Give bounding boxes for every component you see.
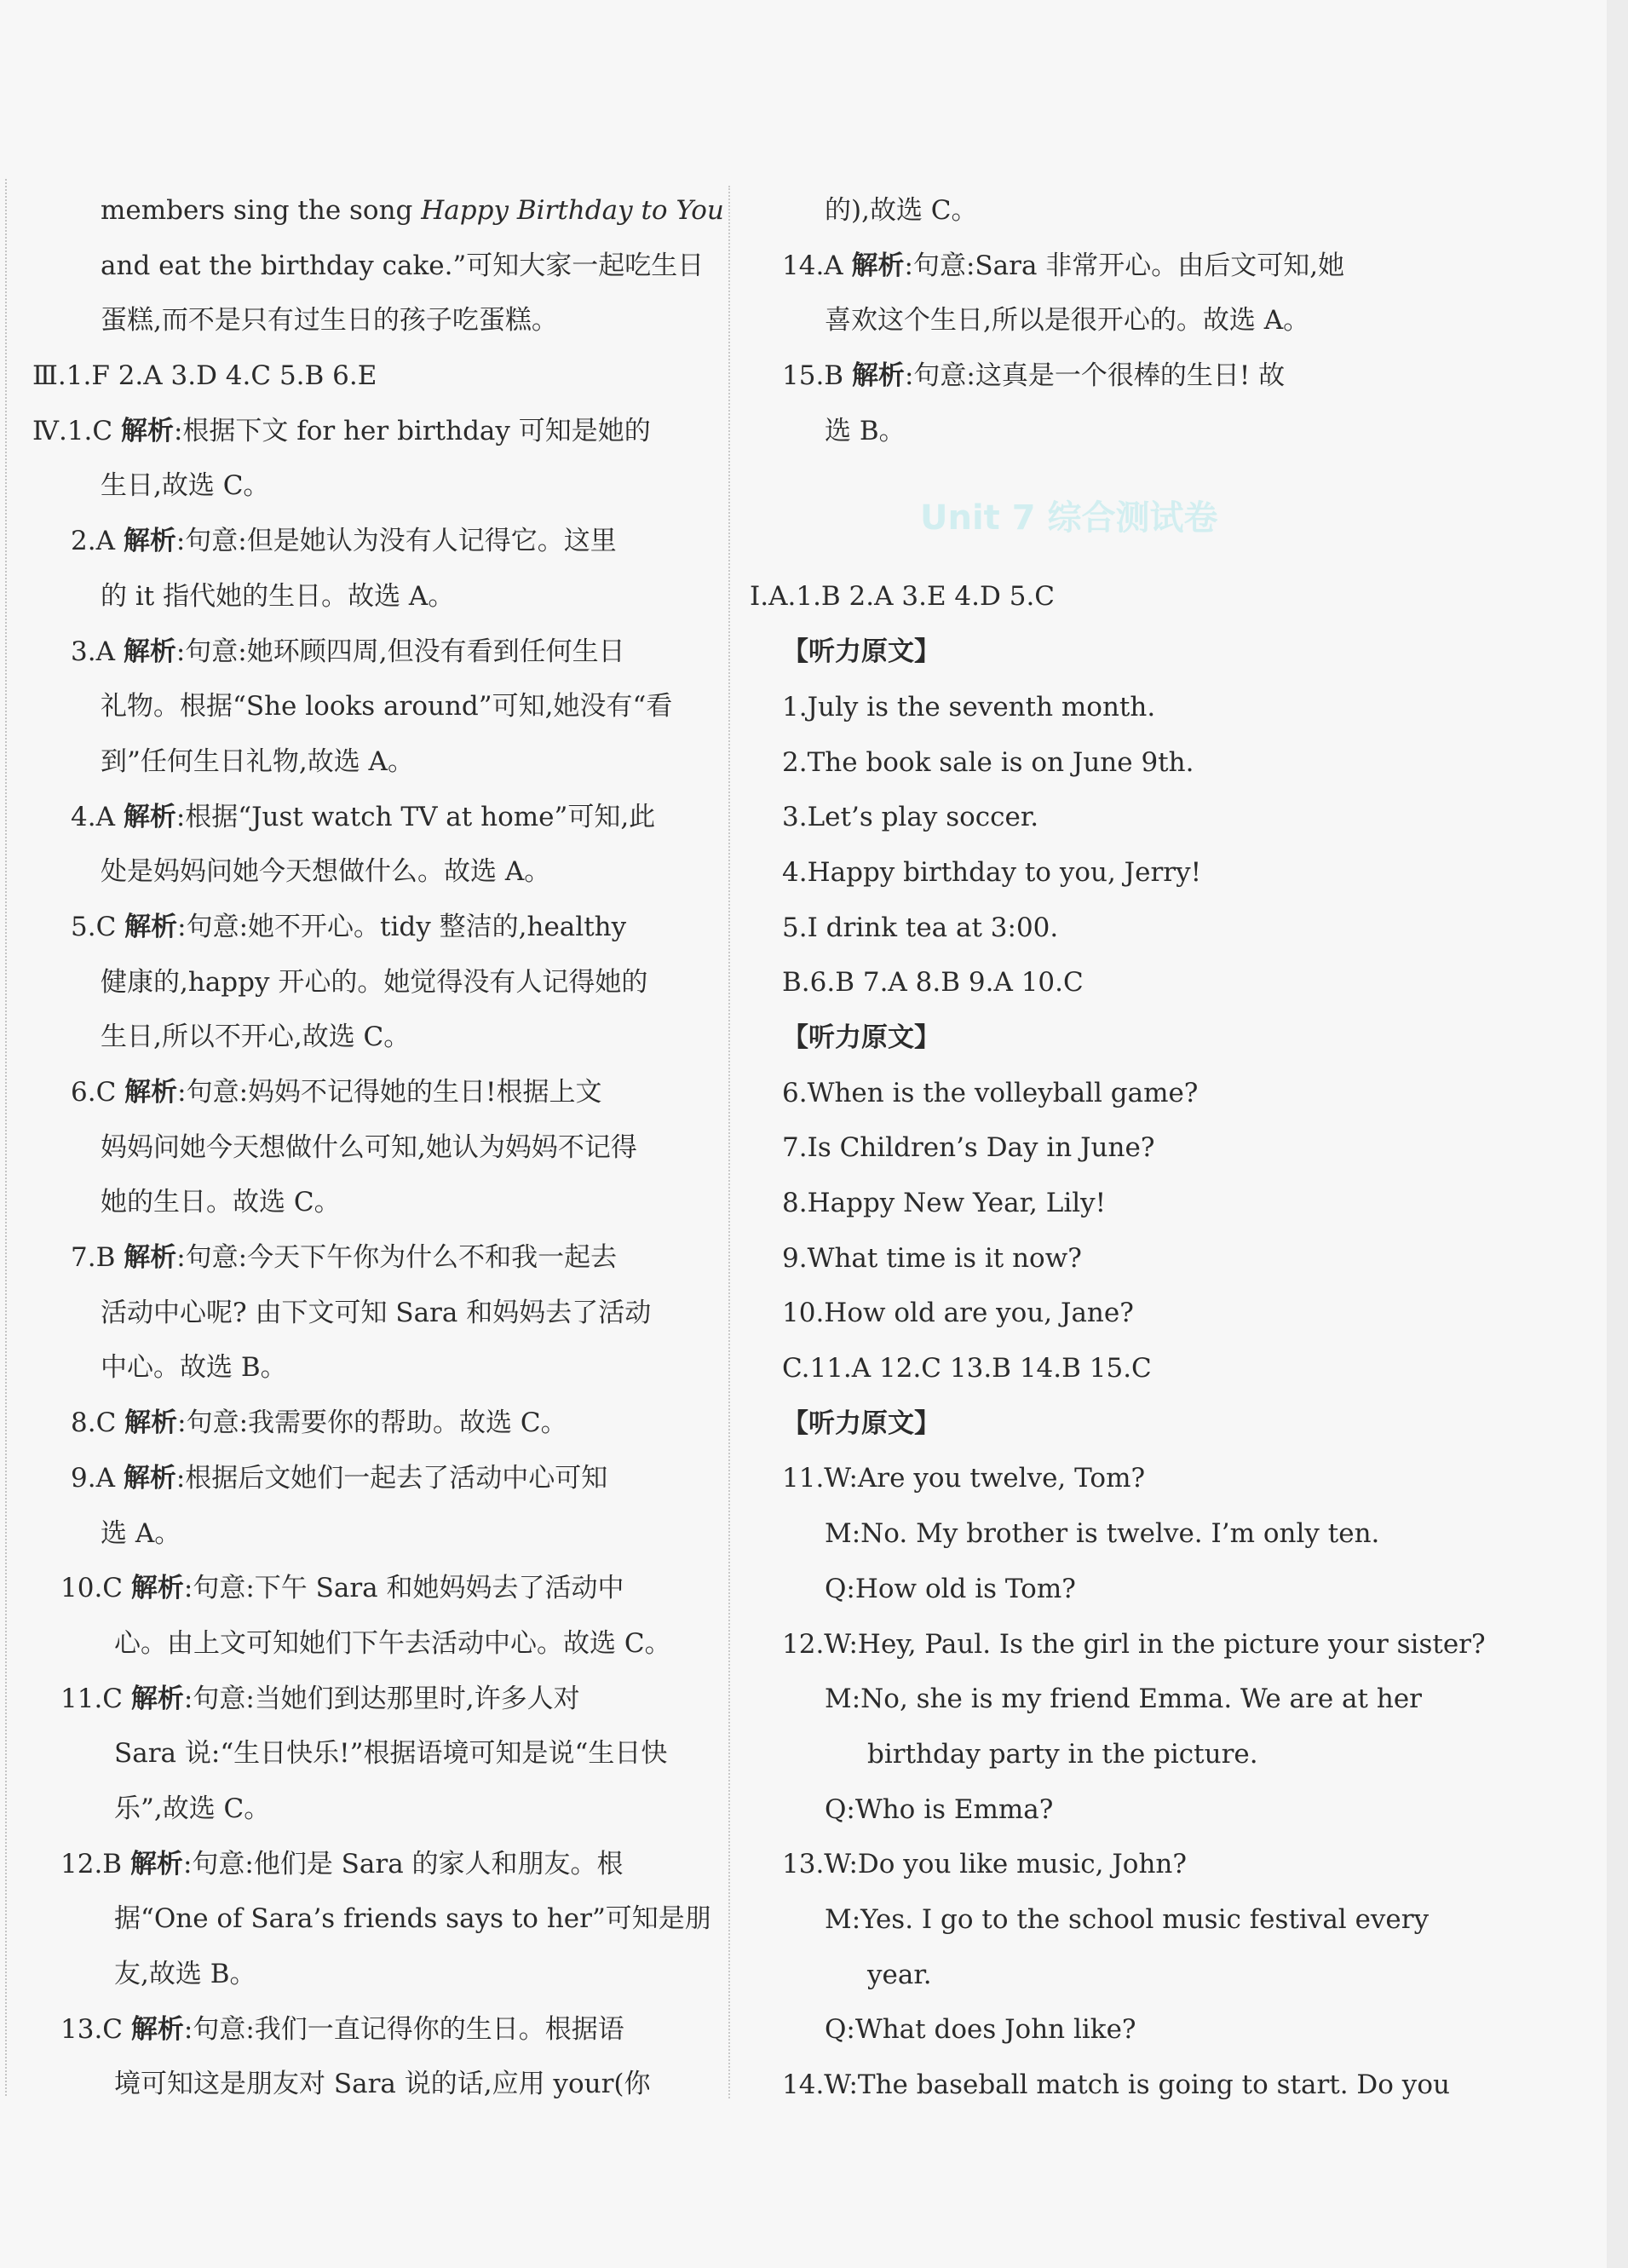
column-divider bbox=[728, 186, 730, 2098]
listening-heading: 【听力原文】 bbox=[782, 636, 941, 668]
analysis-label: 解析 bbox=[123, 1462, 176, 1494]
transcript-line: 10.How old are you, Jane? bbox=[782, 1298, 1134, 1329]
answer-item: 8.C 解析:句意:我需要你的帮助。故选 C。 bbox=[71, 1407, 567, 1439]
text-line: 礼物。根据“She looks around”可知,她没有“看 bbox=[101, 691, 673, 722]
text-line: 的),故选 C。 bbox=[825, 195, 978, 226]
analysis-label: 解析 bbox=[130, 2013, 184, 2045]
listening-heading: 【听力原文】 bbox=[782, 1022, 941, 1053]
analysis-label: 解析 bbox=[130, 1573, 184, 1604]
transcript-line: 3.Let’s play soccer. bbox=[782, 802, 1039, 833]
answer-item: 9.A 解析:根据后文她们一起去了活动中心可知 bbox=[71, 1462, 608, 1494]
margin-rule bbox=[5, 179, 7, 2096]
text-line: Sara 说:“生日快乐!”根据语境可知是说“生日快 bbox=[114, 1738, 668, 1770]
answer-item: 15.B 解析:句意:这真是一个很棒的生日! 故 bbox=[782, 360, 1286, 392]
text-line: members sing the song Happy Birthday to You bbox=[101, 195, 724, 226]
dialogue-line: M:No, she is my friend Emma. We are at her bbox=[825, 1684, 1422, 1715]
text-line: 中心。故选 B。 bbox=[101, 1352, 287, 1384]
analysis-label: 解析 bbox=[851, 250, 905, 281]
dialogue-line: 12.W:Hey, Paul. Is the girl in the picture your sister? bbox=[782, 1628, 1486, 1660]
analysis-label: 解析 bbox=[130, 1683, 184, 1714]
answer-item: 6.C 解析:句意:妈妈不记得她的生日!根据上文 bbox=[71, 1077, 602, 1108]
answer-item: Ⅳ.1.C 解析:根据下文 for her birthday 可知是她的 bbox=[32, 415, 651, 446]
answer-item: 3.A 解析:句意:她环顾四周,但没有看到任何生日 bbox=[71, 636, 625, 667]
transcript-line: 6.When is the volleyball game? bbox=[782, 1077, 1199, 1108]
text-line: 蛋糕,而不是只有过生日的孩子吃蛋糕。 bbox=[101, 305, 558, 337]
dialogue-line: year. bbox=[867, 1959, 932, 1990]
answer-item: 13.C 解析:句意:我们一直记得你的生日。根据语 bbox=[60, 2013, 624, 2045]
text-line: 选 A。 bbox=[101, 1517, 181, 1549]
song-title: Happy Birthday to You bbox=[421, 195, 724, 226]
answer-item: 7.B 解析:句意:今天下午你为什么不和我一起去 bbox=[71, 1242, 618, 1274]
text-line: 喜欢这个生日,所以是很开心的。故选 A。 bbox=[825, 305, 1310, 337]
transcript-line: 5.I drink tea at 3:00. bbox=[782, 912, 1059, 943]
dialogue-line: M:Yes. I go to the school music festival every bbox=[825, 1903, 1430, 1935]
text-line: 健康的,happy 开心的。她觉得没有人记得她的 bbox=[101, 966, 648, 998]
transcript-line: 4.Happy birthday to you, Jerry! bbox=[782, 856, 1202, 888]
analysis-label: 解析 bbox=[123, 636, 176, 667]
answer-item: 11.C 解析:句意:当她们到达那里时,许多人对 bbox=[60, 1683, 580, 1714]
transcript-line: 1.July is the seventh month. bbox=[782, 691, 1156, 722]
text-line: 生日,故选 C。 bbox=[101, 470, 270, 502]
analysis-label: 解析 bbox=[123, 526, 176, 557]
answer-item: 10.C 解析:句意:下午 Sara 和她妈妈去了活动中 bbox=[60, 1573, 624, 1604]
left-column bbox=[32, 183, 724, 2112]
section-answers: Ⅲ.1.F 2.A 3.D 4.C 5.B 6.E bbox=[32, 360, 377, 392]
dialogue-line: 11.W:Are you twelve, Tom? bbox=[782, 1463, 1146, 1494]
text-line: 心。由上文可知她们下午去活动中心。故选 C。 bbox=[114, 1627, 671, 1659]
transcript-line: 8.Happy New Year, Lily! bbox=[782, 1188, 1107, 1218]
dialogue-line: 14.W:The baseball match is going to start. Do you bbox=[782, 2069, 1450, 2100]
answer-item: 12.B 解析:句意:他们是 Sara 的家人和朋友。根 bbox=[60, 1848, 624, 1879]
text-line: 乐”,故选 C。 bbox=[114, 1793, 271, 1824]
text-line: 友,故选 B。 bbox=[114, 1959, 256, 1989]
analysis-label: 解析 bbox=[124, 1242, 177, 1274]
answer-item: 4.A 解析:根据“Just watch TV at home”可知,此 bbox=[71, 801, 656, 832]
dialogue-line: M:No. My brother is twelve. I’m only ten. bbox=[825, 1518, 1380, 1550]
analysis-label: 解析 bbox=[851, 360, 905, 392]
text-line: 妈妈问她今天想做什么可知,她认为妈妈不记得 bbox=[101, 1131, 637, 1163]
section-answers: Ⅰ.A.1.B 2.A 3.E 4.D 5.C bbox=[750, 581, 1056, 613]
text-line: 选 B。 bbox=[825, 415, 906, 446]
section-answers: B.6.B 7.A 8.B 9.A 10.C bbox=[782, 967, 1084, 999]
analysis-label: 解析 bbox=[124, 1407, 178, 1439]
text-line: and eat the birthday cake.”可知大家一起吃生日 bbox=[101, 250, 705, 281]
analysis-label: 解析 bbox=[124, 1077, 178, 1108]
text-line: 她的生日。故选 C。 bbox=[101, 1187, 341, 1218]
unit-title: Unit 7 综合测试卷 bbox=[920, 498, 1218, 538]
text-line: 活动中心呢? 由下文可知 Sara 和妈妈去了活动 bbox=[101, 1297, 652, 1328]
dialogue-line: Q:How old is Tom? bbox=[825, 1573, 1076, 1604]
transcript-line: 9.What time is it now? bbox=[782, 1242, 1082, 1274]
page-edge bbox=[1607, 0, 1628, 2268]
dialogue-line: 13.W:Do you like music, John? bbox=[782, 1849, 1187, 1880]
right-column bbox=[750, 183, 1486, 2113]
dialogue-line: Q:Who is Emma? bbox=[825, 1793, 1054, 1825]
answer-item: 2.A 解析:句意:但是她认为没有人记得它。这里 bbox=[71, 526, 617, 557]
dialogue-line: birthday party in the picture. bbox=[867, 1738, 1258, 1770]
analysis-label: 解析 bbox=[124, 911, 178, 942]
analysis-label: 解析 bbox=[129, 1848, 183, 1879]
analysis-label: 解析 bbox=[123, 801, 176, 832]
listening-heading: 【听力原文】 bbox=[782, 1407, 941, 1439]
text-line: 的 it 指代她的生日。故选 A。 bbox=[101, 580, 455, 612]
answer-item: 14.A 解析:句意:Sara 非常开心。由后文可知,她 bbox=[782, 250, 1345, 281]
text-line: 处是妈妈问她今天想做什么。故选 A。 bbox=[101, 856, 551, 888]
text-line: 境可知这是朋友对 Sara 说的话,应用 your(你 bbox=[114, 2069, 651, 2100]
analysis-label: 解析 bbox=[120, 415, 174, 446]
answer-item: 5.C 解析:句意:她不开心。tidy 整洁的,healthy bbox=[71, 911, 627, 942]
transcript-line: 2.The book sale is on June 9th. bbox=[782, 746, 1194, 778]
transcript-line: 7.Is Children’s Day in June? bbox=[782, 1132, 1155, 1164]
text-line: 据“One of Sara’s friends says to her”可知是朋 bbox=[114, 1903, 711, 1935]
dialogue-line: Q:What does John like? bbox=[825, 2014, 1136, 2046]
section-answers: C.11.A 12.C 13.B 14.B 15.C bbox=[782, 1353, 1152, 1384]
text-line: 到”任何生日礼物,故选 A。 bbox=[101, 745, 414, 777]
text-line: 生日,所以不开心,故选 C。 bbox=[101, 1022, 411, 1053]
